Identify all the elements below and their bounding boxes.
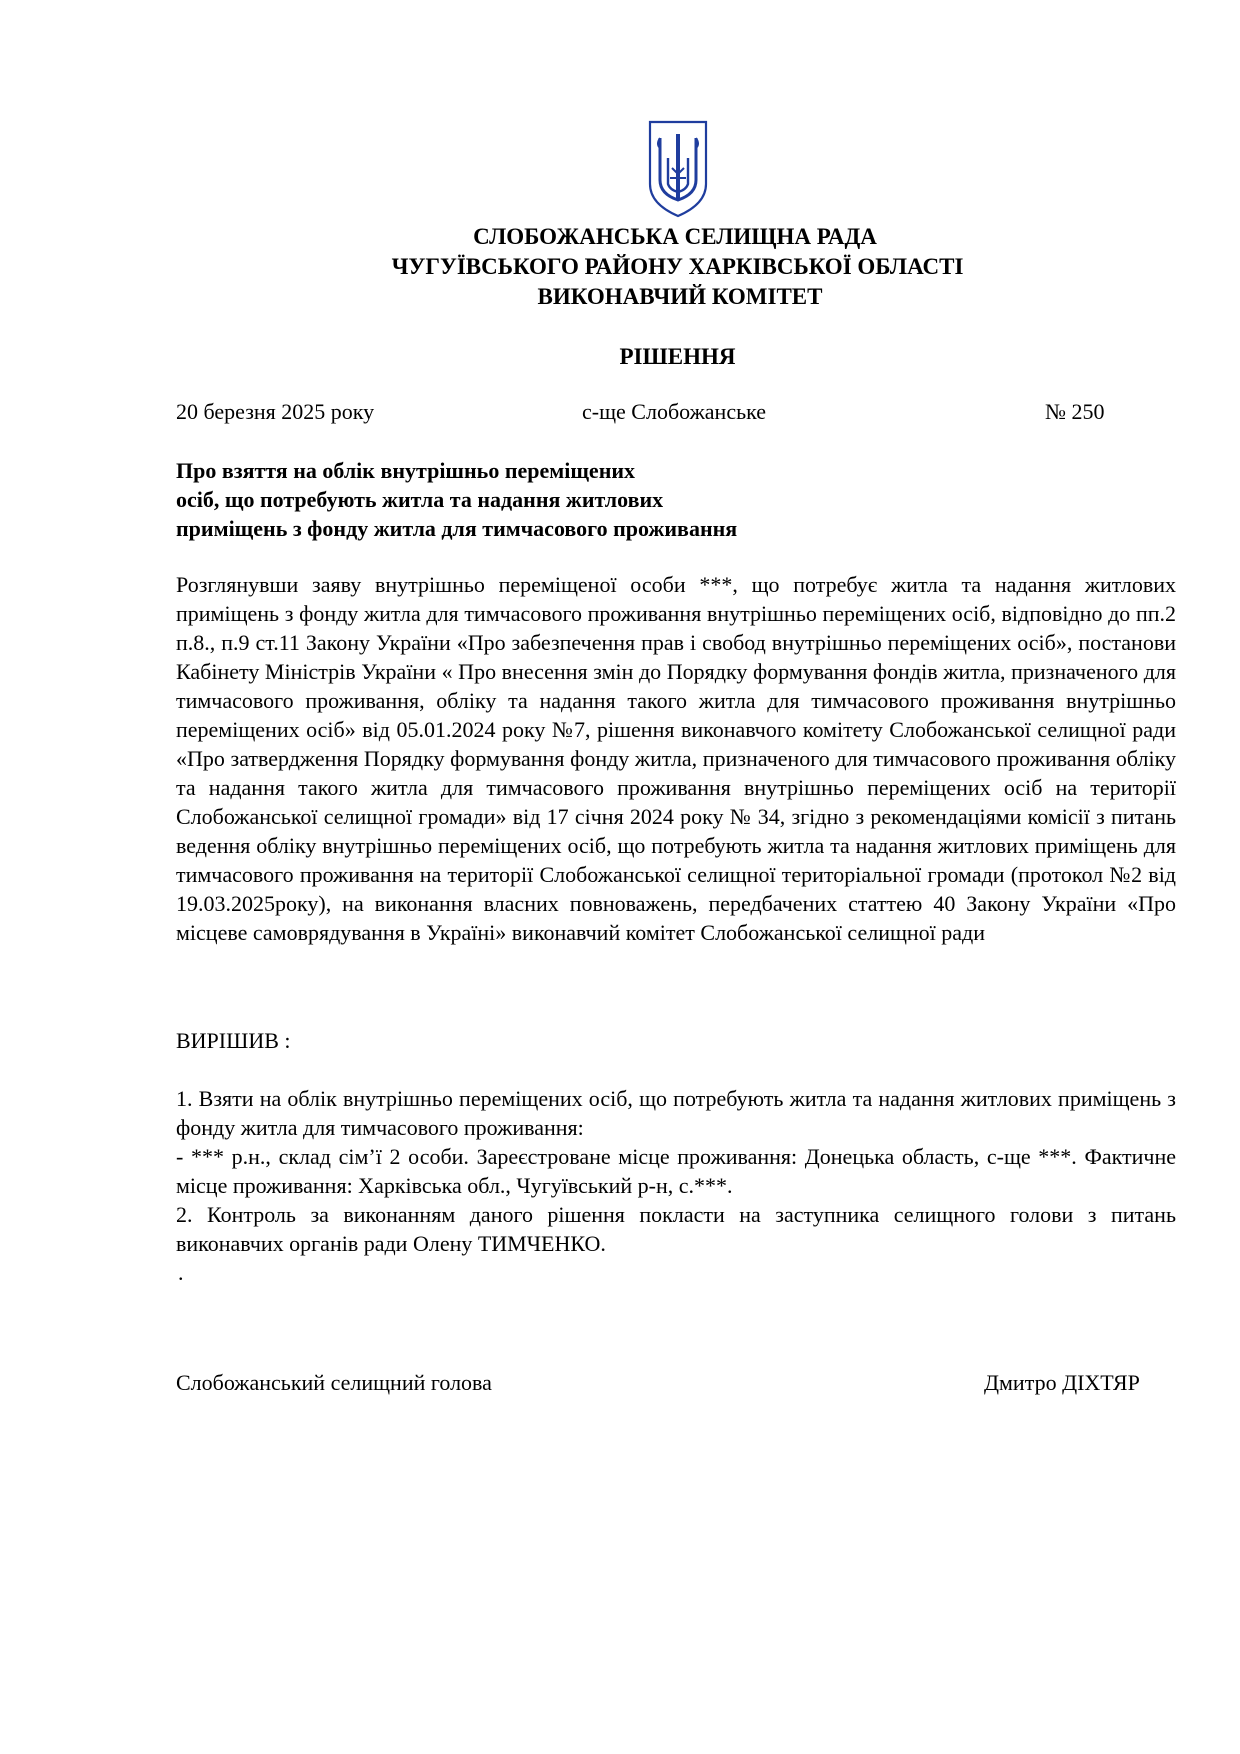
resolution-item-1: 1. Взяти на облік внутрішньо переміщених осіб, що потребують житла та надання житлових приміщень з фонду житла для тимчасового проживання: bbox=[176, 1086, 1176, 1140]
resolution-items bbox=[176, 1084, 1176, 1258]
subject-line: приміщень з фонду житла для тимчасового проживання bbox=[176, 516, 738, 541]
preamble-paragraph: Розглянувши заяву внутрішньо переміщеної особи ***, що потребує житла та надання житлових приміщень з фонду житла для тимчасового проживання внутрішньо переміщених осіб, відповідно до пп.2 п.8., п.9 ст.11 Закону України «Про забезпечення прав і свобод внутрішньо переміщених осіб», постанови Кабінету Міністрів України « Про внесення змін до Порядку формування фондів житла, призначеного для тимчасового проживання, обліку та надання такого житла для тимчасового проживання внутрішньо переміщених осіб» від 05.01.2024 року №7, рішення виконавчого комітету Слобожанської селищної ради «Про затвердження Порядку формування фонду житла, призначеного для тимчасового проживання обліку та надання такого житла для тимчасового проживання внутрішньо переміщених осіб на території Слобожанської селищної громади» від 17 січня 2024 року № 34, згідно з рекомендаціями комісії з питань ведення обліку внутрішньо переміщених осіб, що потребують житла та надання житлових приміщень для тимчасового проживання на території Слобожанської селищної територіальної громади (протокол №2 від 19.03.2025року), на виконання власних повноважень, передбачених статтею 40 Закону України «Про місцеве самоврядування в Україні» виконавчий комітет Слобожанської селищної ради bbox=[176, 572, 1176, 945]
signatory-position: Слобожанський селищний голова bbox=[176, 1370, 492, 1395]
council-name: СЛОБОЖАНСЬКА СЕЛИЩНА РАДА bbox=[473, 224, 877, 249]
decision-place: с-ще Слобожанське bbox=[582, 399, 767, 424]
subject-line: Про взяття на облік внутрішньо переміщених bbox=[176, 458, 636, 483]
trailing-dot: . bbox=[178, 1260, 184, 1285]
signatory-name: Дмитро ДІХТЯР bbox=[984, 1370, 1140, 1395]
resolution-item-2: 2. Контроль за виконанням даного рішення покласти на заступника селищного голови з питань виконавчих органів ради Олену ТИМЧЕНКО. bbox=[176, 1202, 1176, 1256]
district-name: ЧУГУЇВСЬКОГО РАЙОНУ ХАРКІВСЬКОЇ ОБЛАСТІ bbox=[391, 254, 964, 279]
subject-line: осіб, що потребують житла та надання житлових bbox=[176, 487, 664, 512]
resolution-item-1-detail: - *** р.н., склад сім’ї 2 особи. Зареєстроване місце проживання: Донецька область, с-ще ***. Фактичне місце проживання: Харківська обл., Чугуївський р-н, с.***. bbox=[176, 1144, 1176, 1198]
resolved-label: ВИРІШИВ : bbox=[176, 1028, 291, 1053]
decision-subject bbox=[176, 456, 876, 543]
ukraine-trident-icon bbox=[646, 118, 710, 220]
decision-date: 20 березня 2025 року bbox=[176, 399, 375, 424]
document-type-title: РІШЕННЯ bbox=[619, 344, 736, 369]
committee-name: ВИКОНАВЧИЙ КОМІТЕТ bbox=[537, 284, 823, 309]
decision-number: № 250 bbox=[1045, 399, 1105, 424]
